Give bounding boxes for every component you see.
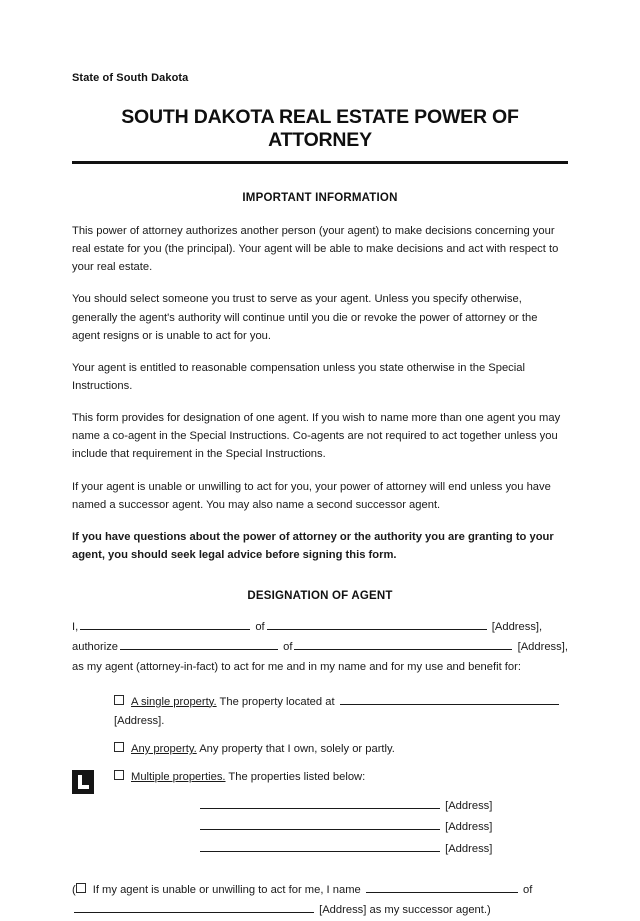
option-multiple-properties-text: The properties listed below: bbox=[228, 771, 366, 784]
successor-agent-name-field[interactable] bbox=[366, 881, 518, 893]
property-address-field-2[interactable] bbox=[200, 818, 440, 830]
designation-line-2-prefix: authorize bbox=[72, 640, 119, 653]
checkbox-any-property[interactable] bbox=[114, 742, 124, 752]
property-address-list bbox=[198, 797, 568, 860]
property-address-label-2: [Address] bbox=[445, 821, 493, 834]
designation-line-2-mid: of bbox=[283, 640, 293, 653]
property-address-field-1[interactable] bbox=[200, 797, 440, 809]
agent-name-field[interactable] bbox=[120, 638, 278, 650]
important-paragraph-5: If your agent is unable or unwilling to act for you, your power of attorney will end unless you have named a successor agent. You may also name a second successor agent. bbox=[72, 480, 551, 511]
principal-address-field[interactable] bbox=[267, 618, 487, 630]
legal-templates-logo-icon bbox=[72, 770, 94, 794]
option-single-property-trailing: [Address]. bbox=[114, 714, 165, 727]
designation-line-2 bbox=[72, 638, 568, 657]
property-address-row-2 bbox=[198, 818, 568, 838]
principal-name-field[interactable] bbox=[80, 618, 250, 630]
checkbox-successor-agent[interactable] bbox=[76, 883, 86, 893]
important-information-heading: IMPORTANT INFORMATION bbox=[242, 192, 398, 204]
designation-of-agent-heading: DESIGNATION OF AGENT bbox=[247, 590, 393, 603]
option-any-property[interactable] bbox=[114, 740, 568, 759]
successor-agent-address-field[interactable] bbox=[74, 901, 314, 913]
option-single-property[interactable] bbox=[114, 693, 568, 732]
successor-agent-line-1 bbox=[72, 881, 568, 901]
important-paragraph-1: This power of attorney authorizes another person (your agent) to make decisions concerning your real estate for you (the principal). Your agent will be able to make decisions and act with respect to your real estate. bbox=[72, 225, 559, 274]
designation-line-1 bbox=[72, 618, 568, 637]
successor-agent-block bbox=[72, 881, 568, 921]
important-paragraph-3: Your agent is entitled to reasonable compensation unless you state otherwise in the Special Instructions. bbox=[72, 361, 525, 392]
designation-line-1-mid: of bbox=[255, 621, 265, 634]
state-line: State of South Dakota bbox=[72, 72, 189, 84]
option-multiple-properties[interactable] bbox=[114, 768, 568, 787]
option-single-property-text: The property located at bbox=[219, 695, 335, 708]
designation-line-1-suffix: [Address], bbox=[491, 621, 543, 634]
successor-text-before: If my agent is unable or unwilling to act for me, I name bbox=[92, 884, 361, 897]
important-paragraph-2: You should select someone you trust to serve as your agent. Unless you specify otherwise, generally the agent's authority will continue until you die or revoke the power of attorney or the agent resigns or is unable to act for you. bbox=[72, 293, 538, 342]
successor-mid: of bbox=[522, 884, 533, 897]
property-address-label-3: [Address] bbox=[445, 842, 493, 855]
property-options bbox=[114, 693, 568, 860]
page-title: SOUTH DAKOTA REAL ESTATE POWER OF ATTORNEY bbox=[121, 106, 519, 151]
checkbox-multiple-properties[interactable] bbox=[114, 770, 124, 780]
important-paragraph-4: This form provides for designation of one agent. If you wish to name more than one agent you may name a co-agent in the Special Instructions. Co-agents are not required to act together unless you include that requirement in the Special Instructions. bbox=[72, 412, 561, 461]
option-any-property-label: Any property. bbox=[131, 743, 197, 756]
property-address-row-3 bbox=[198, 840, 568, 860]
designation-line-3: as my agent (attorney-in-fact) to act for me and in my name and for my use and benefit for: bbox=[72, 660, 521, 673]
option-multiple-properties-label: Multiple properties. bbox=[131, 771, 226, 784]
successor-agent-line-2 bbox=[72, 901, 568, 921]
agent-address-field[interactable] bbox=[294, 638, 512, 650]
property-address-row-1 bbox=[198, 797, 568, 817]
title-container bbox=[72, 106, 568, 164]
single-property-address-field[interactable] bbox=[340, 693, 559, 705]
designation-block bbox=[72, 618, 568, 676]
property-address-field-3[interactable] bbox=[200, 840, 440, 852]
property-address-label-1: [Address] bbox=[445, 799, 493, 812]
option-any-property-text: Any property that I own, solely or partly. bbox=[199, 743, 395, 756]
successor-text-after: [Address] as my successor agent.) bbox=[319, 904, 491, 917]
designation-line-1-prefix: I, bbox=[72, 621, 79, 634]
successor-open-paren: ( bbox=[72, 884, 76, 897]
designation-line-2-suffix: [Address], bbox=[517, 640, 568, 653]
option-single-property-label: A single property. bbox=[131, 695, 217, 708]
checkbox-single-property[interactable] bbox=[114, 695, 124, 705]
important-paragraph-bold: If you have questions about the power of attorney or the authority you are granting to your agent, you should seek legal advice before signing this form. bbox=[72, 530, 554, 561]
